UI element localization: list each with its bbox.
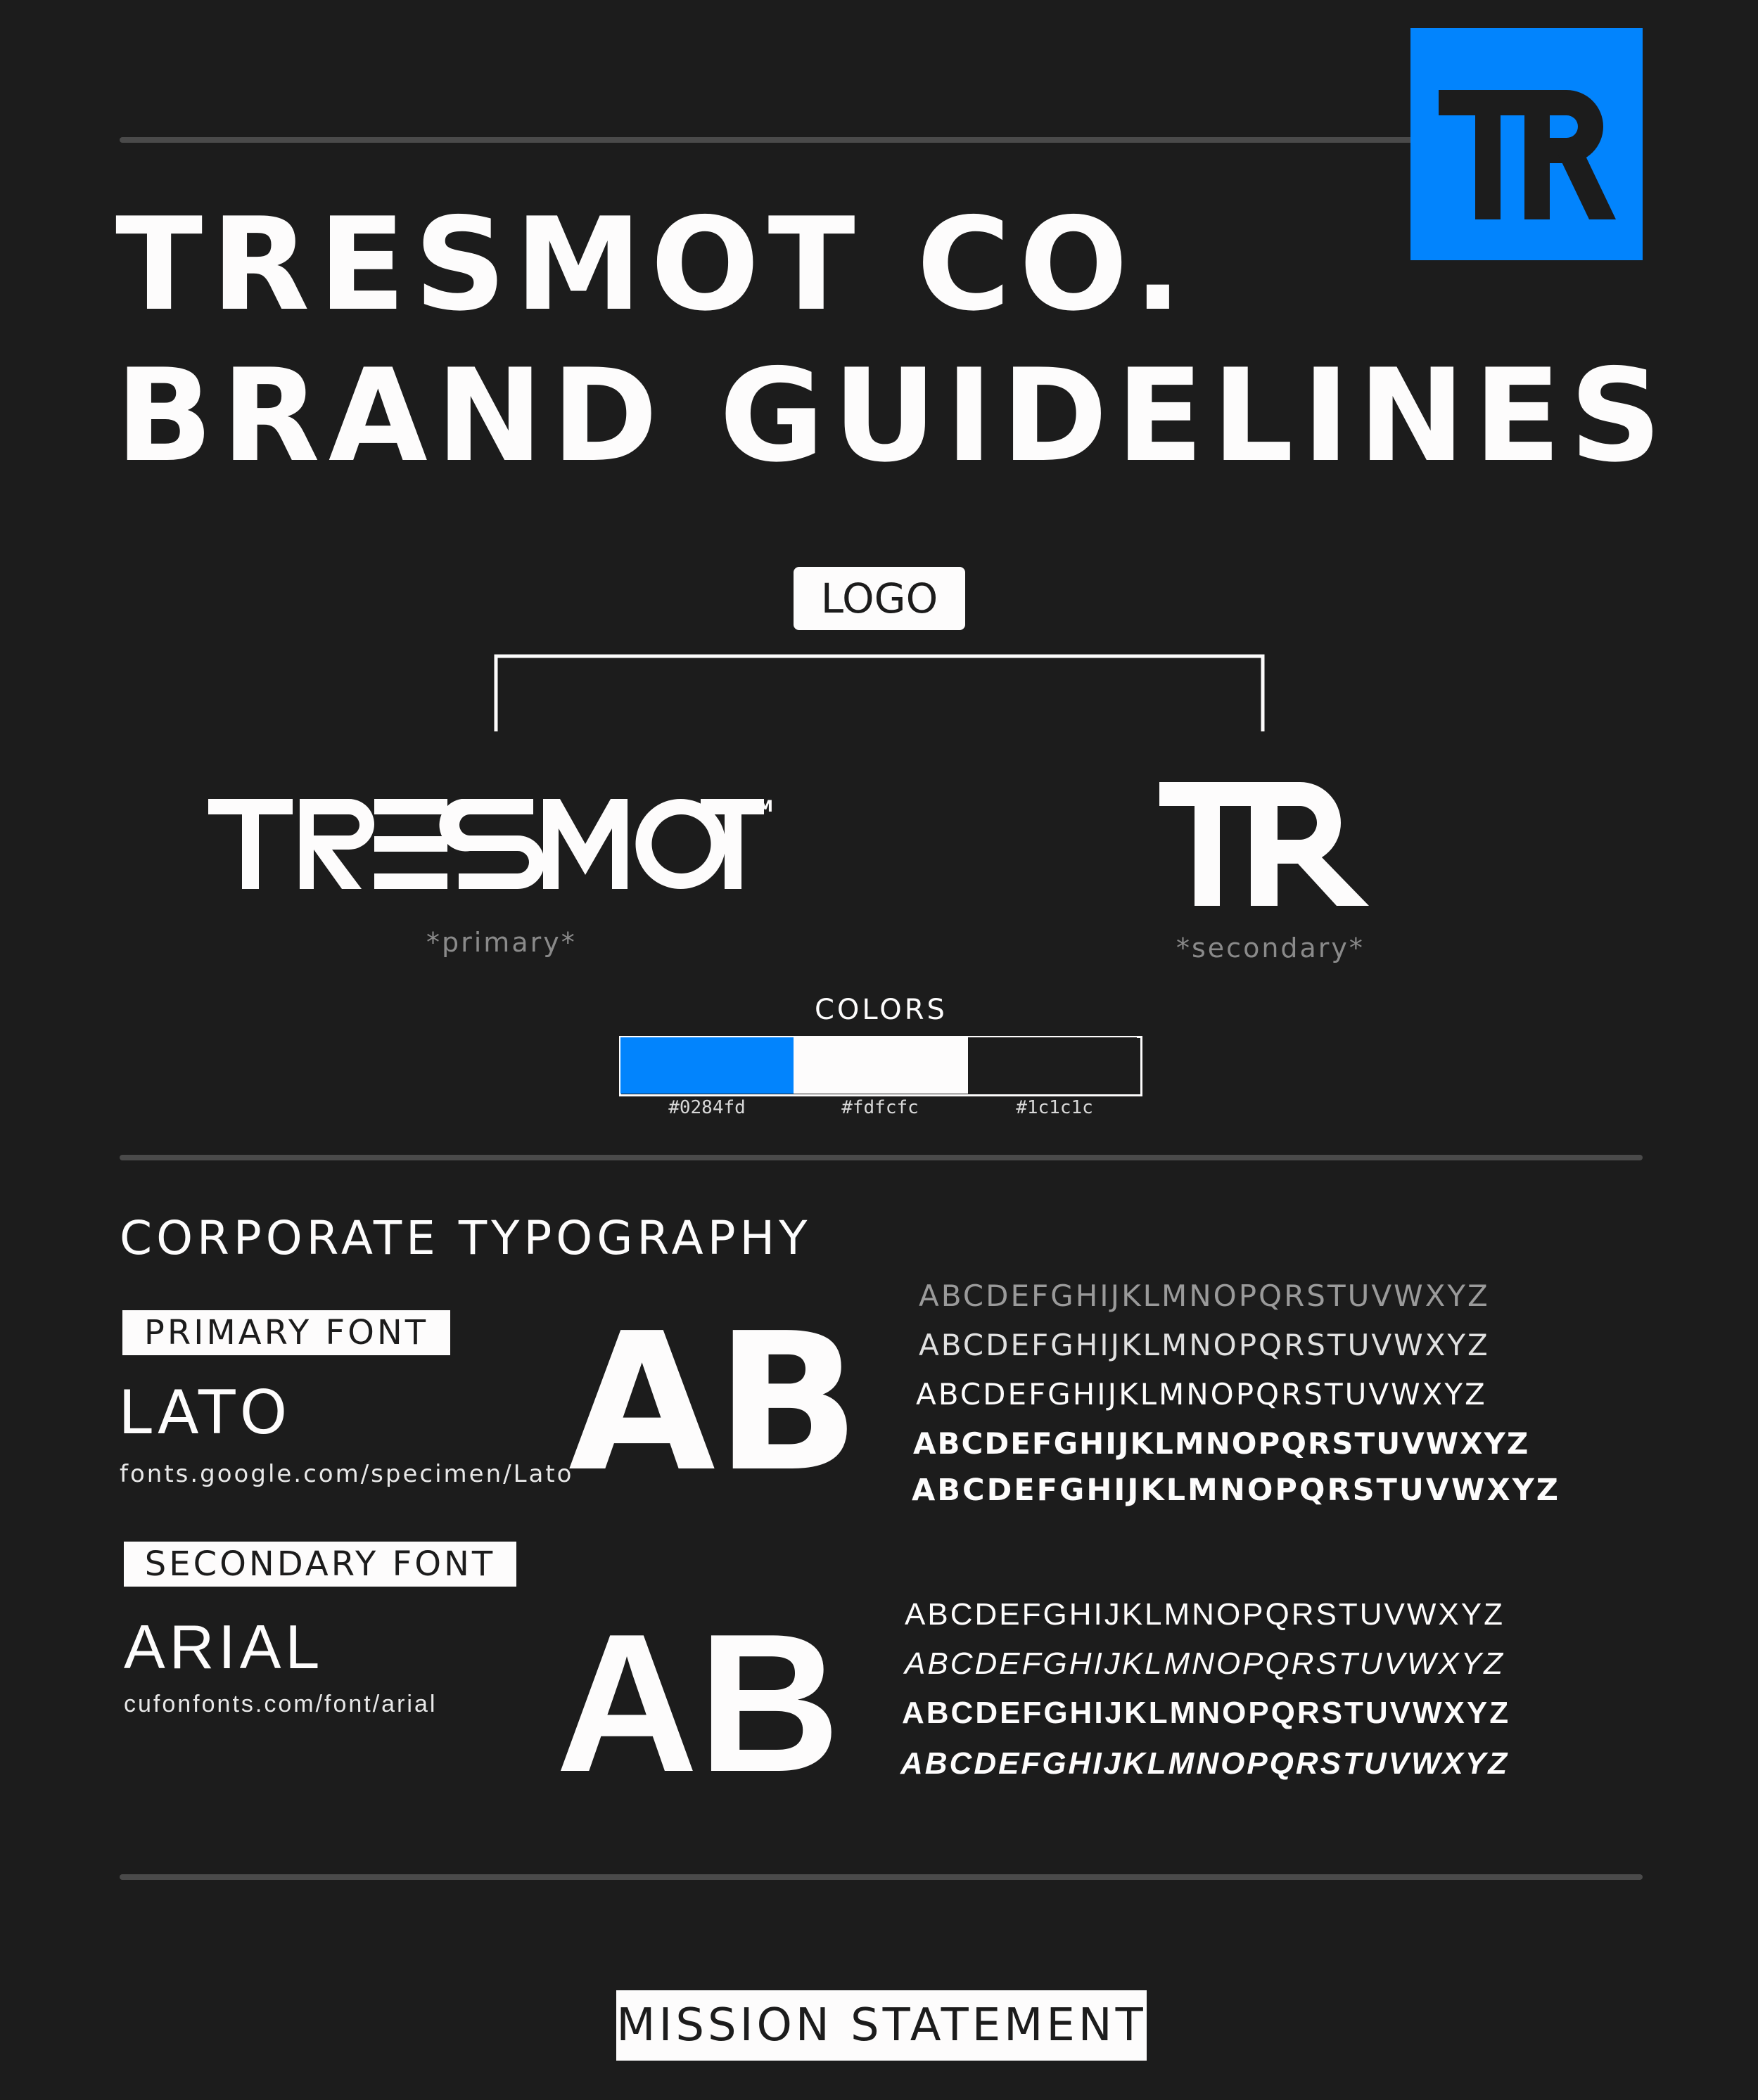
- primary-alphabet-regular: ABCDEFGHIJKLMNOPQRSTUVWXYZ: [916, 1377, 1487, 1411]
- color-swatch-white: [794, 1037, 968, 1094]
- tr-secondary-monogram-icon: [1159, 779, 1370, 906]
- primary-alphabet-hairline: ABCDEFGHIJKLMNOPQRSTUVWXYZ: [919, 1279, 1490, 1313]
- primary-logo-caption: *primary*: [426, 927, 577, 958]
- page-title-line-2: BRAND GUIDELINES: [115, 341, 1671, 490]
- page-title-line-1: TRESMOT CO.: [115, 190, 1191, 339]
- section-divider-typography: [120, 1874, 1643, 1880]
- mission-statement-label: MISSION STATEMENT: [616, 1990, 1147, 2061]
- secondary-alphabet-bold-italic: ABCDEFGHIJKLMNOPQRSTUVWXYZ: [900, 1746, 1510, 1781]
- tr-monogram-icon: [1410, 28, 1643, 260]
- logo-bracket-connector: [492, 651, 1266, 735]
- secondary-font-sample: AB: [556, 1594, 841, 1813]
- color-swatch-black: [968, 1037, 1137, 1094]
- secondary-logo-caption: *secondary*: [1176, 933, 1365, 963]
- trademark-symbol: TM: [747, 798, 773, 816]
- corner-brand-mark: [1410, 28, 1643, 260]
- secondary-alphabet-italic: ABCDEFGHIJKLMNOPQRSTUVWXYZ: [905, 1646, 1505, 1681]
- secondary-font-label: SECONDARY FONT: [124, 1542, 516, 1587]
- tresmot-wordmark-icon: [208, 795, 764, 893]
- secondary-font-name: ARIAL: [124, 1612, 324, 1682]
- primary-alphabet-black: ABCDEFGHIJKLMNOPQRSTUVWXYZ: [912, 1473, 1560, 1508]
- color-hex-white: #fdfcfc: [841, 1097, 919, 1118]
- colors-heading: COLORS: [815, 994, 948, 1026]
- secondary-font-url: cufonfonts.com/font/arial: [124, 1691, 438, 1717]
- primary-font-url: fonts.google.com/specimen/Lato: [120, 1460, 574, 1488]
- header-divider: [120, 137, 1414, 143]
- primary-font-name: LATO: [118, 1378, 292, 1448]
- primary-font-sample: AB: [568, 1292, 860, 1513]
- color-hex-blue: #0284fd: [668, 1097, 746, 1118]
- primary-logo: [208, 795, 764, 897]
- color-swatch-blue: [620, 1037, 794, 1094]
- typography-heading: CORPORATE TYPOGRAPHY: [120, 1211, 812, 1265]
- primary-alphabet-bold: ABCDEFGHIJKLMNOPQRSTUVWXYZ: [913, 1426, 1530, 1461]
- secondary-alphabet-regular: ABCDEFGHIJKLMNOPQRSTUVWXYZ: [905, 1597, 1505, 1632]
- secondary-logo: [1159, 779, 1370, 909]
- color-hex-black: #1c1c1c: [1016, 1097, 1093, 1118]
- primary-font-label: PRIMARY FONT: [122, 1310, 450, 1355]
- section-divider-logo: [120, 1155, 1643, 1160]
- secondary-alphabet-bold: ABCDEFGHIJKLMNOPQRSTUVWXYZ: [902, 1696, 1511, 1730]
- logo-section-label: LOGO: [794, 567, 965, 630]
- primary-alphabet-light: ABCDEFGHIJKLMNOPQRSTUVWXYZ: [919, 1328, 1490, 1362]
